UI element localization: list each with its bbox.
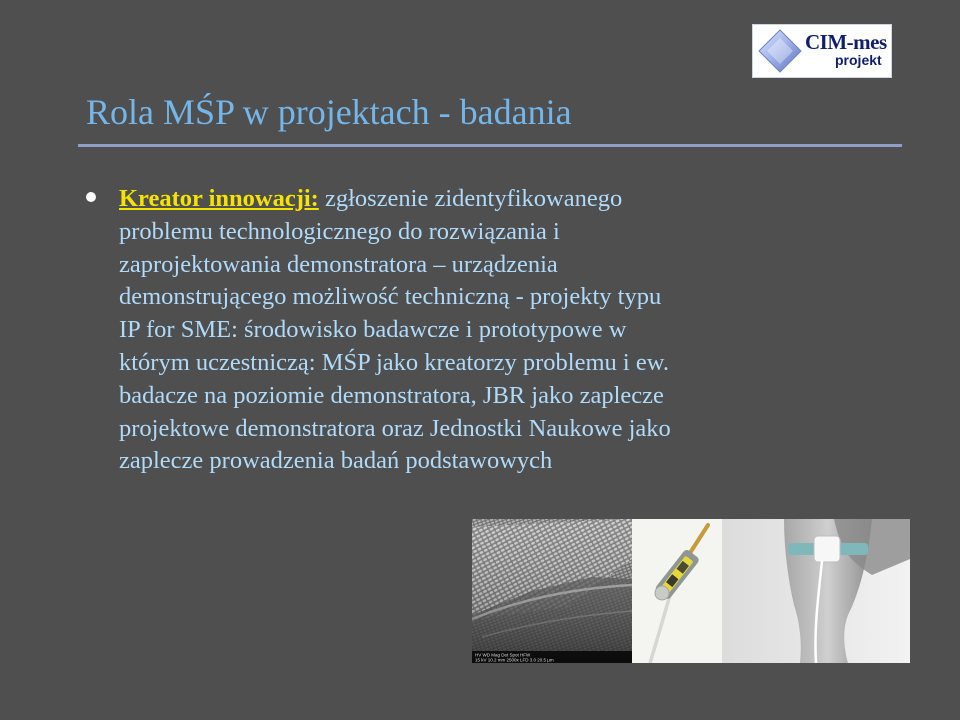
bullet-line-1 [119,183,889,216]
slide-title: Rola MŚP w projektach - badania [86,92,572,132]
sem-caption-row-1: HV WD Mag Det Spot HFW [475,652,531,658]
bullet-marker [86,192,96,202]
bullet-line-3: zaprojektowania demonstratora – urządzenia [119,250,558,278]
bullet-line-5: IP for SME: środowisko badawcze i prototypowe w [119,316,627,344]
wearable-sensor-photo-image [722,519,910,663]
title-divider [78,144,902,147]
diamond-logo-icon [757,28,803,74]
bullet-text [119,183,889,523]
sem-micrograph-image [472,519,632,663]
bullet-line-9: zaplecze prowadzenia badań podstawowych [119,447,553,475]
bullet-line-8: projektowe demonstratora oraz Jednostki Naukowe jako [119,414,671,442]
logo-subtitle: projekt [835,52,882,68]
device-photo-image [632,519,722,663]
bullet-line-1-text: zgłoszenie zidentyfikowanego [318,185,623,212]
bullet-keyword: Kreator innowacji: [119,185,319,212]
logo-title: CIM-mes [805,30,887,54]
sem-caption-row-2: 15 kV 10.2 mm 2500x LFD 3.0 20.5 µm [475,657,554,663]
bullet-line-7: badacze na poziomie demonstratora, JBR jako zaplecze [119,381,664,409]
bullet-line-2: problemu technologicznego do rozwiązania i [119,217,560,245]
cim-mes-logo [752,24,892,78]
bullet-line-4: demonstrującego możliwość techniczną - projekty typu [119,283,662,311]
bullet-line-6: którym uczestniczą: MŚP jako kreatorzy problemu i ew. [119,348,669,376]
